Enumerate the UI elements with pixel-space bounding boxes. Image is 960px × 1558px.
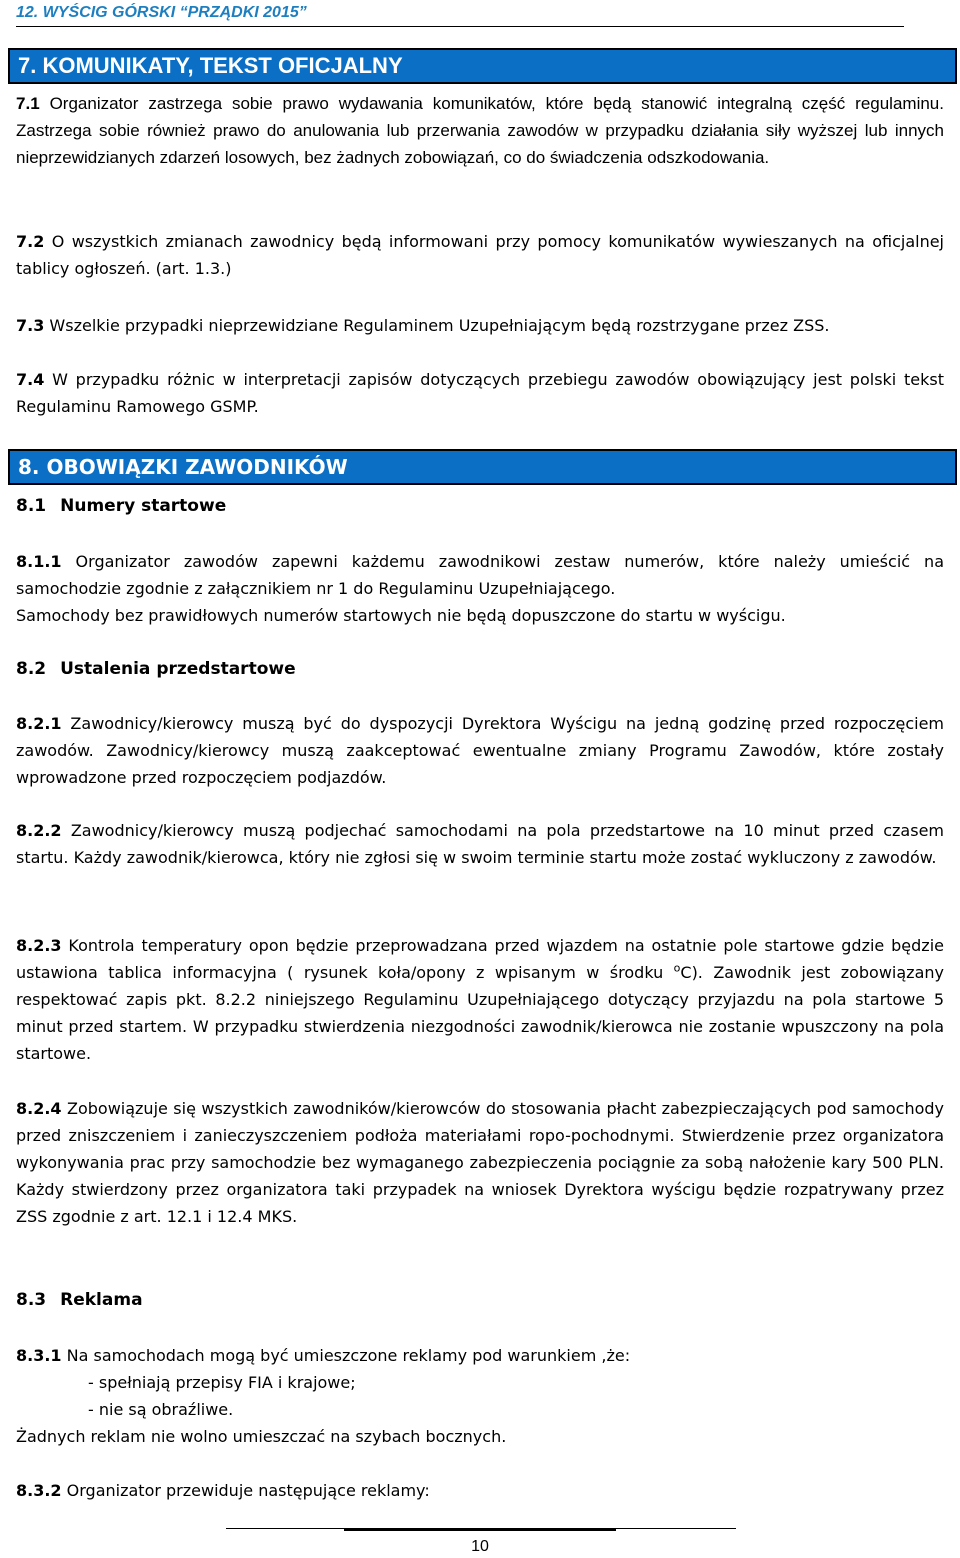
paragraph-number: 7.2 <box>16 232 45 251</box>
paragraph-number: 7.1 <box>16 94 40 113</box>
paragraph-number: 8.2.4 <box>16 1099 62 1118</box>
paragraph-8-2-1 <box>16 710 944 791</box>
paragraph-text: Zawodnicy/kierowcy muszą podjechać samochodami na pola przedstartowe na 10 minut przed czasem startu. Każdy zawodnik/kierowca, który nie zgłosi się w swoim terminie startu może zostać wykluczony z zawodów. <box>16 821 944 867</box>
subsection-8-3-heading: 8.3 Reklama <box>16 1290 143 1310</box>
section-8-banner: 8. OBOWIĄZKI ZAWODNIKÓW <box>8 449 957 485</box>
paragraph-text-continued: C). Zawodnik jest zobowiązany respektować zapis pkt. 8.2.2 niniejszego Regulaminu Uzupełniającego dotyczący przyjazdu na pola startowe 5 minut przed startem. W przypadku stwierdzenia niezgodności zawodnik/kierowca nie zostanie wpuszczony na pola startowe. <box>16 963 944 1063</box>
paragraph-8-2-2 <box>16 817 944 871</box>
paragraph-text: Kontrola temperatury opon będzie przeprowadzana przed wjazdem na ostatnie pole startowe gdzie będzie ustawiona tablica informacyjna ( rysunek koła/opony z wpisanym w środku <box>16 936 944 982</box>
paragraph-number: 8.2.2 <box>16 821 62 840</box>
paragraph-8-3-2 <box>16 1477 944 1504</box>
paragraph-number: 8.3.1 <box>16 1346 62 1365</box>
paragraph-number: 7.4 <box>16 370 45 389</box>
paragraph-text-continued: Samochody bez prawidłowych numerów startowych nie będą dopuszczone do startu w wyścigu. <box>16 606 786 625</box>
subsection-8-1-heading: 8.1 Numery startowe <box>16 496 227 516</box>
paragraph-7-3 <box>16 312 944 339</box>
running-header <box>16 2 904 27</box>
paragraph-8-1-1 <box>16 548 944 629</box>
paragraph-8-2-4 <box>16 1095 944 1230</box>
list-item: - spełniają przepisy FIA i krajowe; <box>88 1373 356 1392</box>
paragraph-7-4 <box>16 366 944 420</box>
paragraph-text: Wszelkie przypadki nieprzewidziane Regulaminem Uzupełniającym będą rozstrzygane przez ZSS. <box>44 316 830 335</box>
footer-rule-emphasis <box>344 1529 616 1531</box>
paragraph-text: Organizator zastrzega sobie prawo wydawania komunikatów, które będą stanowić integralną część regulaminu. Zastrzega sobie również prawo do anulowania lub przerwania zawodów w przypadku działania siły wyższej lub innych nieprzewidzianych zdarzeń losowych, bez żadnych zobowiązań, co do świadczenia odszkodowania. <box>16 94 944 167</box>
paragraph-number: 8.3.2 <box>16 1481 62 1500</box>
paragraph-text: W przypadku różnic w interpretacji zapisów dotyczących przebiegu zawodów obowiązujący jest polski tekst Regulaminu Ramowego GSMP. <box>16 370 944 416</box>
paragraph-number: 7.3 <box>16 316 45 335</box>
paragraph-8-3-1 <box>16 1342 944 1369</box>
paragraph-7-1 <box>16 90 944 171</box>
paragraph-text: Na samochodach mogą być umieszczone reklamy pod warunkiem ,że: <box>61 1346 631 1365</box>
document-title: 12. WYŚCIG GÓRSKI “PRZĄDKI 2015” <box>16 4 307 21</box>
paragraph-8-2-3 <box>16 932 944 1067</box>
paragraph-text: Zawodnicy/kierowcy muszą być do dyspozycji Dyrektora Wyścigu na jedną godzinę przed rozpoczęciem zawodów. Zawodnicy/kierowcy muszą zaakceptować ewentualne zmiany Programu Zawodów, które zostały wprowadzone przed rozpoczęciem podjazdów. <box>16 714 944 787</box>
paragraph-number: 8.2.1 <box>16 714 62 733</box>
subsection-8-2-heading: 8.2 Ustalenia przedstartowe <box>16 659 296 679</box>
paragraph-text: Organizator przewiduje następujące reklamy: <box>61 1481 430 1500</box>
paragraph-7-2 <box>16 228 944 282</box>
paragraph-text: Organizator zawodów zapewni każdemu zawodnikowi zestaw numerów, które należy umieścić na samochodzie zgodnie z załącznikiem nr 1 do Regulaminu Uzupełniającego. <box>16 552 944 598</box>
section-7-banner: 7. KOMUNIKATY, TEKST OFICJALNY <box>8 48 957 84</box>
paragraph-text: O wszystkich zmianach zawodnicy będą informowani przy pomocy komunikatów wywieszanych na oficjalnej tablicy ogłoszeń. (art. 1.3.) <box>16 232 944 278</box>
degree-sign: o <box>673 961 681 975</box>
list-item: - nie są obraźliwe. <box>88 1400 234 1419</box>
page-number: 10 <box>471 1538 489 1555</box>
paragraph-number: 8.1.1 <box>16 552 62 571</box>
paragraph-number: 8.2.3 <box>16 936 62 955</box>
paragraph-8-3-1-note: Żadnych reklam nie wolno umieszczać na szybach bocznych. <box>16 1427 507 1446</box>
paragraph-text: Zobowiązuje się wszystkich zawodników/kierowców do stosowania płacht zabezpieczających pod samochody przed zniszczeniem i zanieczyszczeniem podłoża materiałami ropo-pochodnymi. Stwierdzenie przez organizatora wykonywania prac przy samochodzie bez wymaganego zabezpieczenia pociągnie za sobą nałożenie kary 500 PLN. Każdy stwierdzony przez organizatora taki przypadek na wniosek Dyrektora wyścigu będzie rozpatrywany przez ZSS zgodnie z art. 12.1 i 12.4 MKS. <box>16 1099 944 1226</box>
